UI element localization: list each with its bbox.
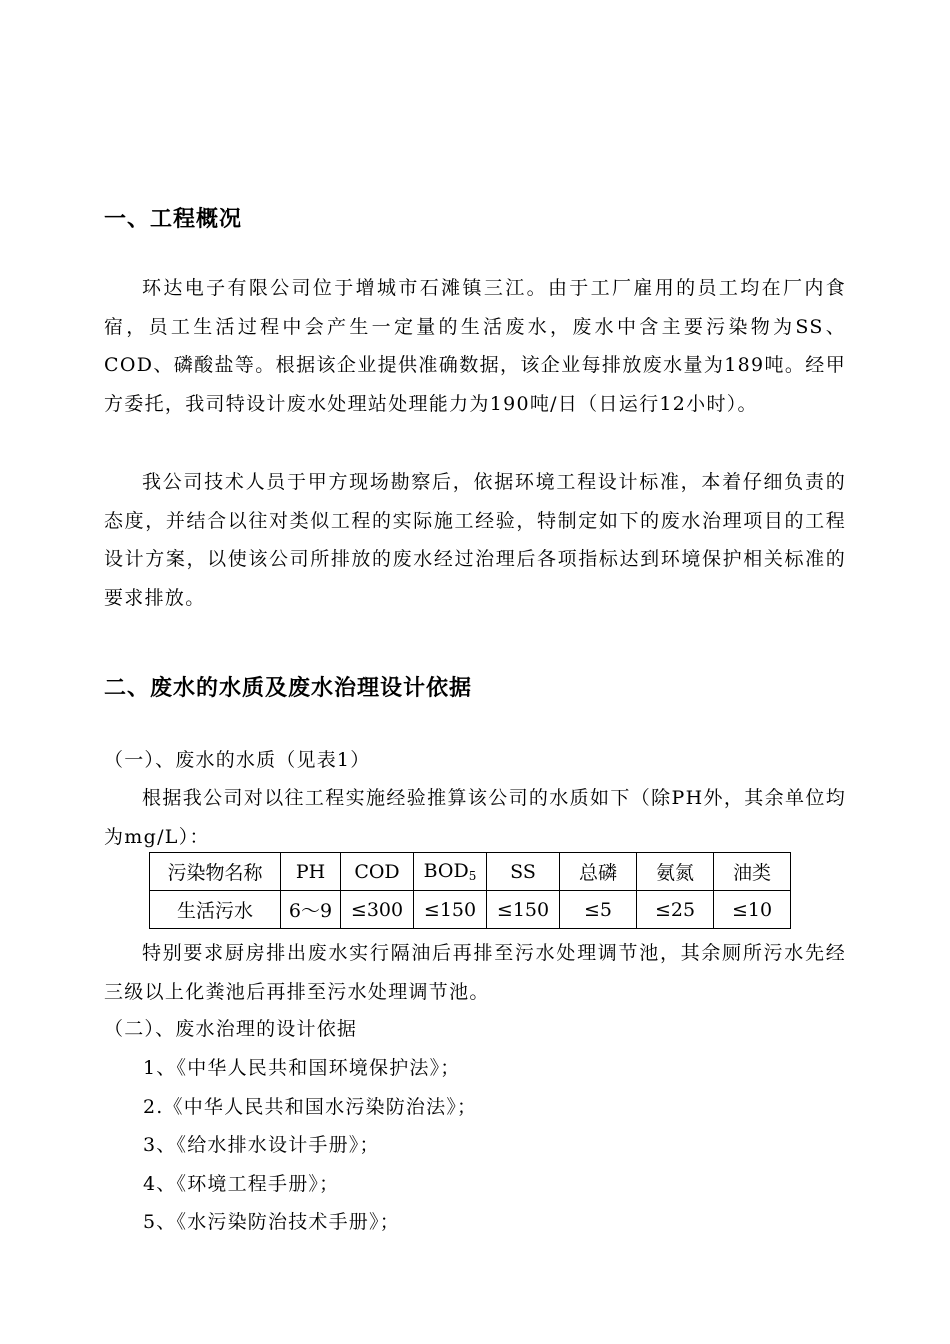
table-cell: ≤150: [487, 891, 560, 929]
basis-list-item: 1、《中华人民共和国环境保护法》；: [143, 1057, 461, 1079]
section-heading-project-overview: 一、工程概况: [104, 207, 243, 232]
table-cell: ≤25: [637, 891, 714, 929]
table-header-cell: 油类: [714, 853, 791, 891]
basis-list-item: 5、《水污染防治技术手册》；: [143, 1211, 400, 1233]
table-cell: ≤150: [414, 891, 487, 929]
bod-subscript: 5: [468, 869, 477, 883]
paragraph-special-requirements: 特别要求厨房排出废水实行隔油后再排至污水处理调节池，其余厕所污水先经三级以上化粪池后再排至污水处理调节池。: [104, 942, 846, 1003]
table-header-cell: 氨氮: [637, 853, 714, 891]
table-cell: ≤10: [714, 891, 791, 929]
water-quality-table: [149, 852, 791, 929]
paragraph-company-overview: 环达电子有限公司位于增城市石滩镇三江。由于工厂雇用的员工均在厂内食宿，员工生活过程中会产生一定量的生活废水，废水中含主要污染物为SS、COD、磷酸盐等。根据该企业提供准确数据，该企业每排放废水量为189吨。经甲方委托，我司特设计废水处理站处理能力为190吨/日（日运行12小时）。: [104, 277, 846, 415]
table-cell: ≤300: [341, 891, 414, 929]
paragraph-water-quality-intro: 根据我公司对以往工程实施经验推算该公司的水质如下（除PH外，其余单位均为mg/L）：: [104, 787, 846, 848]
subsection-title-design-basis: （二）、废水治理的设计依据: [104, 1018, 358, 1040]
table-header-row: [150, 853, 791, 891]
table-header-cell: 污染物名称: [150, 853, 281, 891]
table-cell: 6～9: [281, 891, 341, 929]
table-header-cell: [414, 853, 487, 891]
basis-list-item: 4、《环境工程手册》；: [143, 1173, 340, 1195]
section-heading-water-quality: 二、废水的水质及废水治理设计依据: [104, 676, 473, 701]
table-header-cell: SS: [487, 853, 560, 891]
table-cell: 生活污水: [150, 891, 281, 929]
bod-label: BOD: [423, 860, 469, 882]
basis-list-item: 3、《给水排水设计手册》；: [143, 1134, 380, 1156]
paragraph-design-approach: 我公司技术人员于甲方现场勘察后，依据环境工程设计标准，本着仔细负责的态度，并结合以往对类似工程的实际施工经验，特制定如下的废水治理项目的工程设计方案，以使该公司所排放的废水经过治理后各项指标达到环境保护相关标准的要求排放。: [104, 471, 846, 609]
table-header-cell: PH: [281, 853, 341, 891]
table-header-cell: COD: [341, 853, 414, 891]
basis-list-item: 2.《中华人民共和国水污染防治法》；: [143, 1096, 478, 1118]
table-header-cell: 总磷: [560, 853, 637, 891]
table-row: [150, 891, 791, 929]
table-cell: ≤5: [560, 891, 637, 929]
subsection-title-water-quality: （一）、废水的水质（见表1）: [104, 749, 371, 771]
